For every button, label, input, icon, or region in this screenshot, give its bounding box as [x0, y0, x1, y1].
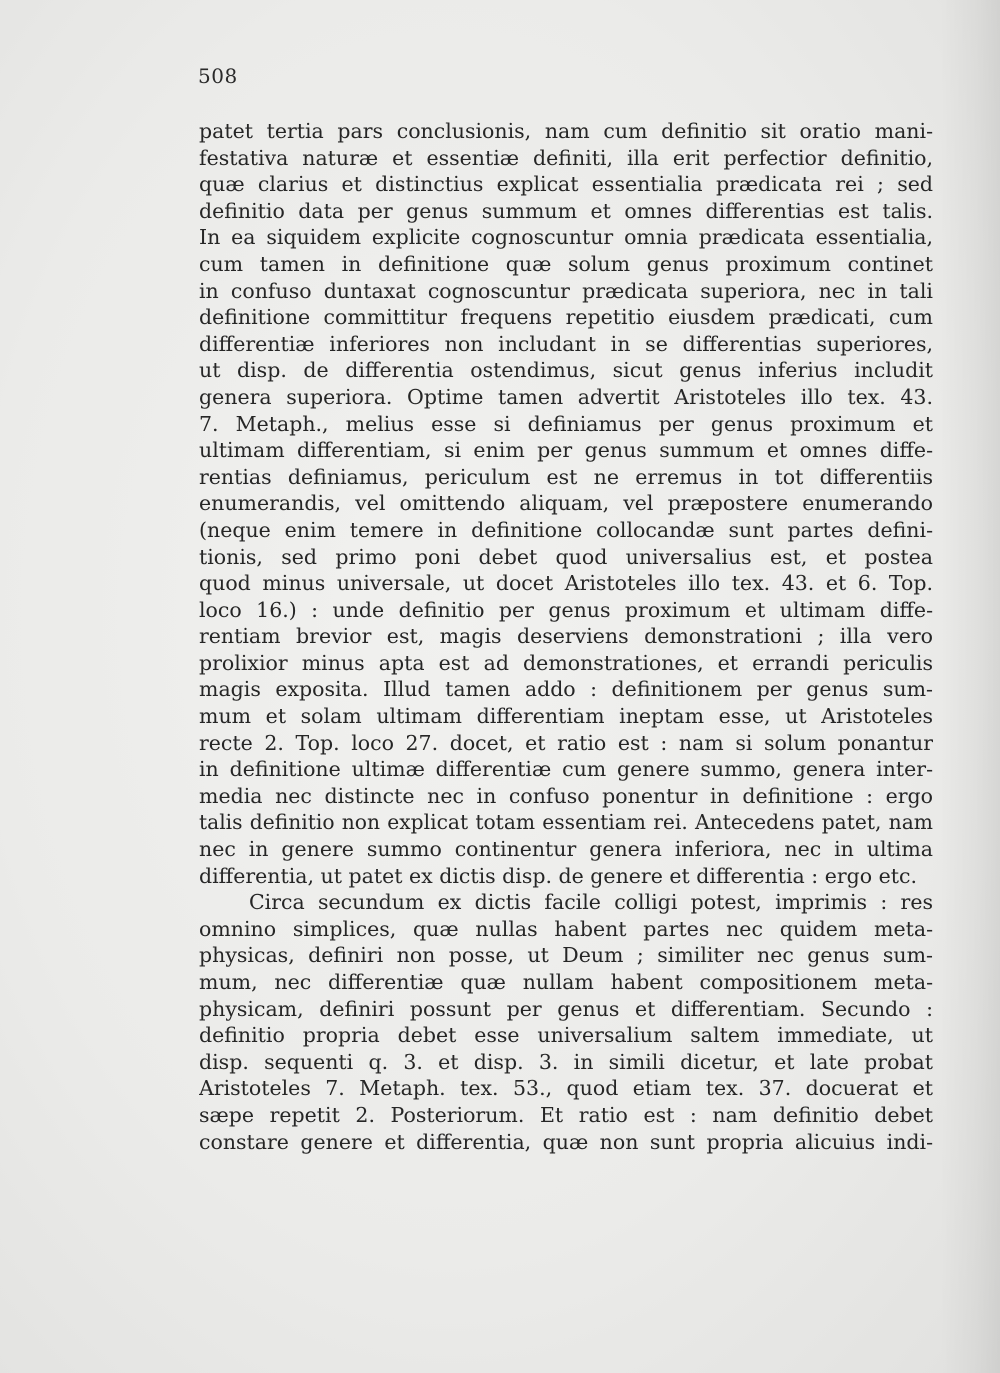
- text-line: media nec distincte nec in confuso ponentur in definitione : ergo: [199, 783, 933, 808]
- text-line: enumerandis, vel omittendo aliquam, vel præpostere enumerando: [199, 491, 933, 516]
- text-line: Aristoteles 7. Metaph. tex. 53., quod etiam tex. 37. docuerat et: [199, 1076, 933, 1101]
- text-line: loco 16.) : unde definitio per genus proximum et ultimam diffe-: [199, 597, 933, 622]
- text-line: quæ clarius et distinctius explicat essentialia prædicata rei ; sed: [199, 172, 933, 197]
- text-line: prolixior minus apta est ad demonstrationes, et errandi periculis: [199, 650, 933, 675]
- text-line: nec in genere summo continentur genera inferiora, nec in ultima: [199, 837, 933, 862]
- text-line: magis exposita. Illud tamen addo : definitionem per genus sum-: [199, 677, 933, 702]
- text-line: Circa secundum ex dictis facile colligi potest, imprimis : res: [249, 890, 933, 915]
- page-edge-shadow: [940, 0, 1000, 1373]
- text-line: ultimam differentiam, si enim per genus summum et omnes diffe-: [199, 438, 933, 463]
- text-line: differentiæ inferiores non includant in se differentias superiores,: [199, 331, 933, 356]
- text-line: differentia, ut patet ex dictis disp. de genere et differentia : ergo etc.: [199, 863, 917, 888]
- text-line: sæpe repetit 2. Posteriorum. Et ratio est : nam definitio debet: [199, 1102, 933, 1127]
- text-line: recte 2. Top. loco 27. docet, et ratio est : nam si solum ponantur: [199, 730, 933, 755]
- text-line: disp. sequenti q. 3. et disp. 3. in simili dicetur, et late probat: [199, 1049, 933, 1074]
- text-line: rentiam brevior est, magis deserviens demonstrationi ; illa vero: [199, 624, 933, 649]
- text-line: talis definitio non explicat totam essentiam rei. Antecedens patet, nam: [199, 810, 933, 835]
- text-line: genera superiora. Optime tamen advertit Aristoteles illo tex. 43.: [199, 384, 933, 409]
- text-line: omnino simplices, quæ nullas habent partes nec quidem meta-: [199, 916, 933, 941]
- text-line: mum, nec differentiæ quæ nullam habent compositionem meta-: [199, 970, 933, 994]
- page-number: 508: [198, 64, 238, 88]
- text-line: (neque enim temere in definitione collocandæ sunt partes defini-: [199, 517, 933, 542]
- text-line: rentias definiamus, periculum est ne erremus in tot differentiis: [199, 464, 933, 489]
- body-text: [199, 118, 933, 1155]
- text-line: patet tertia pars conclusionis, nam cum definitio sit oratio mani-: [199, 119, 933, 143]
- text-line: mum et solam ultimam differentiam ineptam esse, ut Aristoteles: [199, 704, 933, 729]
- text-line: tionis, sed primo poni debet quod universalius est, et postea: [199, 544, 933, 569]
- text-line: definitio data per genus summum et omnes differentias est talis.: [199, 198, 933, 223]
- text-line: definitione committitur frequens repetitio eiusdem prædicati, cum: [199, 305, 933, 330]
- text-line: definitio propria debet esse universalium saltem immediate, ut: [199, 1023, 933, 1048]
- text-line: physicam, definiri possunt per genus et differentiam. Secundo :: [199, 996, 933, 1021]
- text-line: constare genere et differentia, quæ non sunt propria alicuius indi-: [199, 1129, 933, 1154]
- text-line: in confuso duntaxat cognoscuntur prædicata superiora, nec in tali: [199, 278, 933, 303]
- text-line: 7. Metaph., melius esse si definiamus per genus proximum et: [199, 411, 933, 436]
- text-line: festativa naturæ et essentiæ definiti, illa erit perfectior definitio,: [199, 145, 933, 170]
- text-line: physicas, definiri non posse, ut Deum ; similiter nec genus sum-: [199, 943, 933, 968]
- text-line: ut disp. de differentia ostendimus, sicut genus inferius includit: [199, 358, 933, 383]
- text-line: quod minus universale, ut docet Aristoteles illo tex. 43. et 6. Top.: [199, 571, 933, 596]
- text-line: In ea siquidem explicite cognoscuntur omnia prædicata essentialia,: [199, 225, 933, 250]
- text-line: in definitione ultimæ differentiæ cum genere summo, genera inter-: [199, 757, 933, 782]
- text-line: cum tamen in definitione quæ solum genus proximum continet: [199, 251, 933, 276]
